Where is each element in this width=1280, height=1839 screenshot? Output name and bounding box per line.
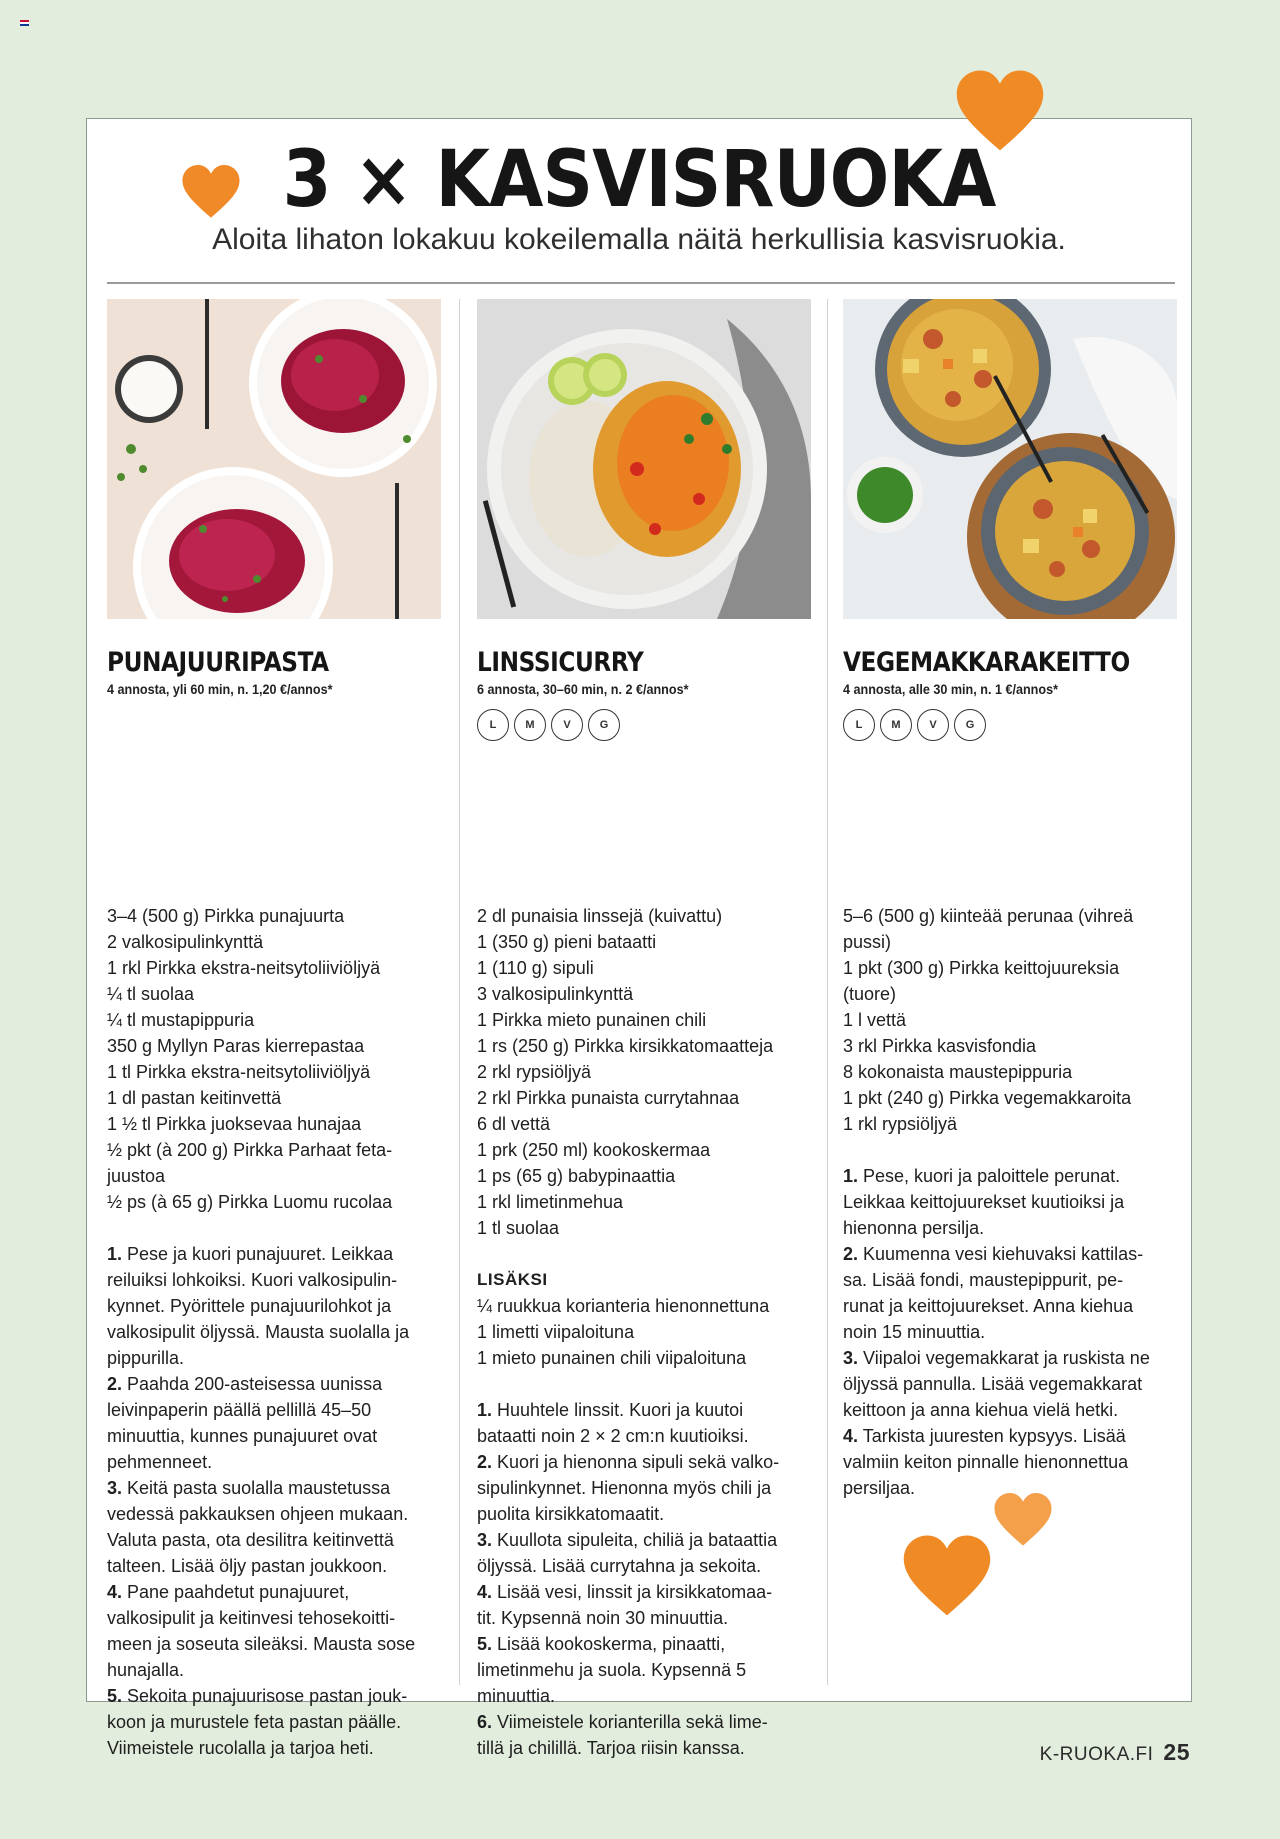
recipe-line: hienonna persilja. xyxy=(843,1218,985,1238)
recipe-step: 3. Kuullota sipuleita, chiliä ja bataattia xyxy=(477,1530,778,1550)
recipe-line: talteen. Lisää öljy pastan joukkoon. xyxy=(107,1556,388,1576)
recipe-meta: 4 annosta, alle 30 min, n. 1 €/annos* xyxy=(843,681,1058,697)
recipe-body xyxy=(107,903,447,1761)
recipe-step: 3. Keitä pasta suolalla maustetussa xyxy=(107,1478,391,1498)
recipe-line: ¼ tl suolaa xyxy=(107,984,195,1004)
step-number: 4. xyxy=(477,1582,493,1602)
recipe-line: sa. Lisää fondi, maustepippurit, pe- xyxy=(843,1270,1124,1290)
recipe-line: ¼ ruukkua korianteria hienonnettuna xyxy=(477,1296,770,1316)
recipe-line: (tuore) xyxy=(843,984,897,1004)
recipe-line: 2 dl punaisia linssejä (kuivattu) xyxy=(477,906,723,926)
recipe-title: VEGEMAKKARAKEITTO xyxy=(843,647,1130,678)
recipe-line: 1 ps (65 g) babypinaattia xyxy=(477,1166,676,1186)
recipe-line: 1 pkt (240 g) Pirkka vegemakkaroita xyxy=(843,1088,1132,1108)
step-number: 2. xyxy=(477,1452,493,1472)
recipe-body xyxy=(843,903,1183,1501)
diet-badge: M xyxy=(514,709,546,741)
recipe-line: minuuttia. xyxy=(477,1686,556,1706)
recipe-line: 8 kokonaista maustepippuria xyxy=(843,1062,1073,1082)
recipe-line: 1 tl Pirkka ekstra-neitsytoliiviöljyä xyxy=(107,1062,371,1082)
recipe-line: valkosipulit öljyssä. Mausta suolalla ja xyxy=(107,1322,410,1342)
recipe-line: öljyssä. Lisää currytahna ja sekoita. xyxy=(477,1556,762,1576)
recipe-line: 1 dl pastan keitinvettä xyxy=(107,1088,282,1108)
recipe-title: PUNAJUURIPASTA xyxy=(107,647,329,678)
recipe-line: Leikkaa keittojuurekset kuutioiksi ja xyxy=(843,1192,1125,1212)
recipe-step: 1. Pese, kuori ja paloittele perunat. xyxy=(843,1166,1121,1186)
recipe-line: 1 tl suolaa xyxy=(477,1218,560,1238)
recipe-line: valkosipulit ja keitinvesi tehosekoitti- xyxy=(107,1608,396,1628)
recipe-line: sipulinkynnet. Hienonna myös chili ja xyxy=(477,1478,772,1498)
recipe-line: kynnet. Pyörittele punajuurilohkot ja xyxy=(107,1296,392,1316)
recipe-line: Viimeistele rucolalla ja tarjoa heti. xyxy=(107,1738,374,1758)
recipe-line: 3 valkosipulinkynttä xyxy=(477,984,634,1004)
recipe-meta: 6 annosta, 30–60 min, n. 2 €/annos* xyxy=(477,681,689,697)
recipe-step: 3. Viipaloi vegemakkarat ja ruskista ne xyxy=(843,1348,1150,1368)
recipe-line: 1 prk (250 ml) kookoskermaa xyxy=(477,1140,711,1160)
recipe-line: ¼ tl mustapippuria xyxy=(107,1010,255,1030)
diet-badge: V xyxy=(551,709,583,741)
recipe-photo xyxy=(107,299,441,619)
recipe-line: 1 mieto punainen chili viipaloituna xyxy=(477,1348,747,1368)
recipe-line: keittoon ja anna kiehua vielä hetki. xyxy=(843,1400,1119,1420)
diet-badge: L xyxy=(477,709,509,741)
recipe-line: ½ pkt (à 200 g) Pirkka Parhaat feta- xyxy=(107,1140,393,1160)
recipe-line: 1 pkt (300 g) Pirkka keittojuureksia xyxy=(843,958,1120,978)
recipe-line: 350 g Myllyn Paras kierrepastaa xyxy=(107,1036,365,1056)
diet-badges xyxy=(477,709,811,741)
recipe-line: juustoa xyxy=(107,1166,166,1186)
diet-badge: V xyxy=(917,709,949,741)
page-title: 3 × KASVISRUOKA xyxy=(282,135,996,225)
recipe-line: puolita kirsikkatomaatit. xyxy=(477,1504,665,1524)
recipe-step: 2. Paahda 200-asteisessa uunissa xyxy=(107,1374,383,1394)
heart-icon xyxy=(900,1532,994,1618)
recipe-line: 3 rkl Pirkka kasvisfondia xyxy=(843,1036,1037,1056)
recipe-linssicurry xyxy=(477,299,811,1758)
step-number: 5. xyxy=(477,1634,493,1654)
page-subtitle: Aloita lihaton lokakuu kokeilemalla näitä herkullisia kasvisruokia. xyxy=(212,223,1066,256)
recipe-vegemakkarakeitto xyxy=(843,299,1177,1498)
recipe-line: meen ja soseuta sileäksi. Mausta sose xyxy=(107,1634,416,1654)
recipe-line: 1 Pirkka mieto punainen chili xyxy=(477,1010,707,1030)
recipe-line: 1 l vettä xyxy=(843,1010,907,1030)
diet-badges xyxy=(843,709,1177,741)
step-number: 4. xyxy=(843,1426,859,1446)
recipe-line: 1 limetti viipaloituna xyxy=(477,1322,635,1342)
recipe-line: runat ja keittojuurekset. Anna kiehua xyxy=(843,1296,1134,1316)
step-number: 1. xyxy=(843,1166,859,1186)
step-number: 6. xyxy=(477,1712,493,1732)
column-divider xyxy=(459,299,460,1685)
recipe-step: 2. Kuumenna vesi kiehuvaksi kattilas- xyxy=(843,1244,1144,1264)
recipe-line: 1 ½ tl Pirkka juoksevaa hunajaa xyxy=(107,1114,362,1134)
recipe-line: pehmenneet. xyxy=(107,1452,213,1472)
diet-badge: M xyxy=(880,709,912,741)
diet-badge: L xyxy=(843,709,875,741)
step-number: 2. xyxy=(843,1244,859,1264)
diet-badge: G xyxy=(588,709,620,741)
recipe-step: 4. Tarkista juuresten kypsyys. Lisää xyxy=(843,1426,1126,1446)
recipe-line: valmiin keiton pinnalle hienonnettua xyxy=(843,1452,1129,1472)
column-divider xyxy=(827,299,828,1685)
step-number: 1. xyxy=(477,1400,493,1420)
spacer xyxy=(477,1241,817,1267)
recipe-line: 1 rkl rypsiöljyä xyxy=(843,1114,958,1134)
recipe-step: 4. Pane paahdetut punajuuret, xyxy=(107,1582,350,1602)
section-heading: LISÄKSI xyxy=(477,1270,548,1289)
recipe-line: ½ ps (à 65 g) Pirkka Luomu rucolaa xyxy=(107,1192,393,1212)
recipe-punajuuripasta xyxy=(107,299,441,1758)
recipe-body xyxy=(477,903,817,1761)
recipe-line: 2 rkl Pirkka punaista currytahnaa xyxy=(477,1088,740,1108)
recipe-line: 1 (350 g) pieni bataatti xyxy=(477,932,657,952)
step-number: 2. xyxy=(107,1374,123,1394)
step-number: 1. xyxy=(107,1244,123,1264)
recipe-line: öljyssä pannulla. Lisää vegemakkarat xyxy=(843,1374,1143,1394)
recipe-line: pussi) xyxy=(843,932,892,952)
recipe-line: reiluiksi lohkoiksi. Kuori valkosipulin- xyxy=(107,1270,398,1290)
recipe-step: 6. Viimeistele korianterilla sekä lime- xyxy=(477,1712,768,1732)
recipe-line: minuuttia, kunnes punajuuret ovat xyxy=(107,1426,378,1446)
recipe-line: hunajalla. xyxy=(107,1660,185,1680)
recipe-line: bataatti noin 2 × 2 cm:n kuutioiksi. xyxy=(477,1426,749,1446)
recipe-line: vedessä pakkauksen ohjeen mukaan. xyxy=(107,1504,409,1524)
recipe-line: pippurilla. xyxy=(107,1348,185,1368)
recipe-step: 4. Lisää vesi, linssit ja kirsikkatomaa- xyxy=(477,1582,773,1602)
recipe-line: tit. Kypsennä noin 30 minuuttia. xyxy=(477,1608,729,1628)
recipe-line: 5–6 (500 g) kiinteää perunaa (vihreä xyxy=(843,906,1134,926)
recipe-line: 6 dl vettä xyxy=(477,1114,551,1134)
spacer xyxy=(477,1371,817,1397)
recipe-line: limetinmehu ja suola. Kypsennä 5 xyxy=(477,1660,747,1680)
recipe-title: LINSSICURRY xyxy=(477,647,644,678)
page-footer xyxy=(1040,1739,1190,1766)
recipe-line: tillä ja chilillä. Tarjoa riisin kanssa. xyxy=(477,1738,745,1758)
recipe-photo xyxy=(843,299,1177,619)
spacer xyxy=(107,1215,447,1241)
step-number: 5. xyxy=(107,1686,123,1706)
recipe-line: leivinpaperin päällä pellillä 45–50 xyxy=(107,1400,372,1420)
spacer xyxy=(843,1137,1183,1163)
recipe-line: noin 15 minuuttia. xyxy=(843,1322,986,1342)
recipe-line: 1 rkl limetinmehua xyxy=(477,1192,624,1212)
step-number: 3. xyxy=(843,1348,859,1368)
recipe-line: 2 rkl rypsiöljyä xyxy=(477,1062,592,1082)
recipe-step: 1. Huuhtele linssit. Kuori ja kuutoi xyxy=(477,1400,744,1420)
recipe-step: 2. Kuori ja hienonna sipuli sekä valko- xyxy=(477,1452,780,1472)
recipe-line: koon ja murustele feta pastan päälle. xyxy=(107,1712,402,1732)
recipe-line: Valuta pasta, ota desilitra keitinvettä xyxy=(107,1530,394,1550)
diet-badge: G xyxy=(954,709,986,741)
header-divider xyxy=(107,282,1175,284)
recipe-step: 5. Lisää kookoskerma, pinaatti, xyxy=(477,1634,726,1654)
recipe-step: 1. Pese ja kuori punajuuret. Leikkaa xyxy=(107,1244,394,1264)
recipe-line: 3–4 (500 g) Pirkka punajuurta xyxy=(107,906,345,926)
step-number: 3. xyxy=(477,1530,493,1550)
recipe-line: persiljaa. xyxy=(843,1478,916,1498)
recipe-line: 1 rs (250 g) Pirkka kirsikkatomaatteja xyxy=(477,1036,774,1056)
recipe-step: 5. Sekoita punajuurisose pastan jouk- xyxy=(107,1686,408,1706)
recipe-photo xyxy=(477,299,811,619)
step-number: 3. xyxy=(107,1478,123,1498)
footer-site[interactable]: K-RUOKA.FI xyxy=(1039,1744,1154,1765)
recipe-meta: 4 annosta, yli 60 min, n. 1,20 €/annos* xyxy=(107,681,333,697)
recipe-line: 2 valkosipulinkynttä xyxy=(107,932,264,952)
flag-icon xyxy=(20,20,29,27)
recipe-line: 1 (110 g) sipuli xyxy=(477,958,594,978)
step-number: 4. xyxy=(107,1582,123,1602)
page-number: 25 xyxy=(1163,1739,1190,1765)
recipe-line: 1 rkl Pirkka ekstra-neitsytoliiviöljyä xyxy=(107,958,381,978)
